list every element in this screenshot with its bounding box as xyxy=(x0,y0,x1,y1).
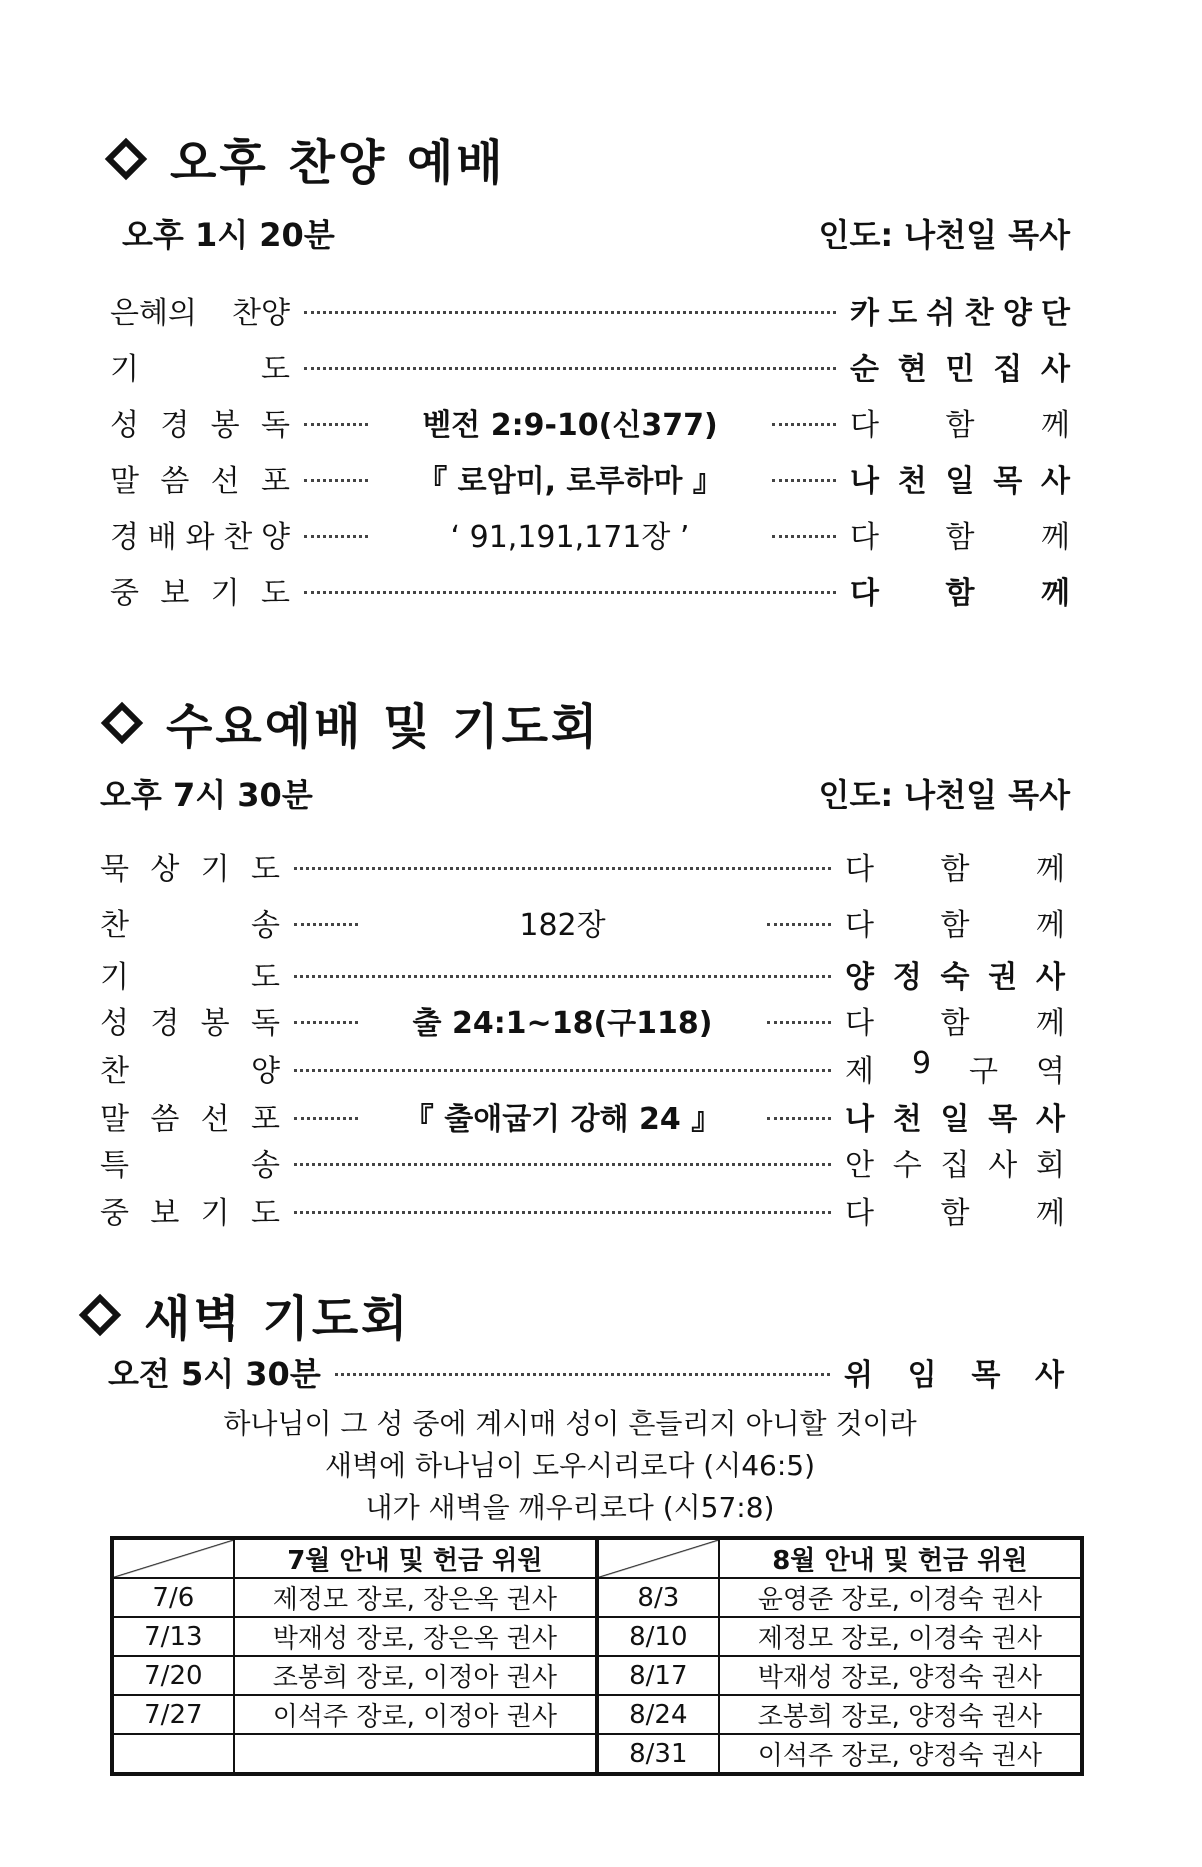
char: 함 xyxy=(940,908,970,943)
section2-title xyxy=(104,688,600,757)
char: 기 xyxy=(210,576,240,611)
char: 도 xyxy=(261,352,290,387)
july-names: 조봉희 장로, 이정아 권사 xyxy=(234,1656,597,1695)
item-label xyxy=(100,1046,280,1090)
item-person xyxy=(845,900,1065,944)
july-date: 7/27 xyxy=(112,1695,234,1734)
leader-dots xyxy=(294,923,358,926)
char: 선 xyxy=(210,464,240,499)
char: 카 xyxy=(850,296,879,331)
char: 목 xyxy=(971,1358,1001,1393)
char: 나 xyxy=(850,464,879,499)
char: 송 xyxy=(251,1148,280,1183)
july-names: 박재성 장로, 장은옥 권사 xyxy=(234,1617,597,1656)
july-header: 7월 안내 및 헌금 위원 xyxy=(234,1538,597,1578)
char: 말 xyxy=(110,464,139,499)
item-person xyxy=(845,1188,1065,1232)
item-person xyxy=(850,400,1070,444)
order-item xyxy=(100,902,1065,942)
char: 선 xyxy=(200,1102,230,1137)
order-item xyxy=(100,1142,1065,1182)
char: 사 xyxy=(1036,1102,1065,1137)
char: 봉 xyxy=(200,1006,230,1041)
leader-dots xyxy=(772,423,836,426)
char: 기 xyxy=(200,852,230,887)
item-person xyxy=(845,952,1065,996)
section2-title-text: 수요예배 및 기도회 xyxy=(166,699,601,755)
char: 역 xyxy=(1036,1054,1065,1089)
july-names xyxy=(234,1734,597,1774)
char: 함 xyxy=(945,576,975,611)
item-person xyxy=(845,1046,1065,1090)
char: 순 xyxy=(850,352,879,387)
order-item xyxy=(110,290,1070,330)
august-header: 8월 안내 및 헌금 위원 xyxy=(719,1538,1082,1578)
order-item xyxy=(110,402,1070,442)
char: 수 xyxy=(892,1148,922,1183)
item-label xyxy=(110,288,290,332)
char: 사 xyxy=(988,1148,1018,1183)
char: 다 xyxy=(850,576,879,611)
section1-title-text: 오후 찬양 예배 xyxy=(170,135,506,191)
order-item xyxy=(110,346,1070,386)
char: 보 xyxy=(160,576,190,611)
char: 양 xyxy=(845,960,874,995)
char: 도 xyxy=(260,576,290,611)
august-date: 8/3 xyxy=(597,1578,719,1617)
char: 양 xyxy=(1002,296,1032,331)
char: 경 xyxy=(110,520,139,555)
char: 천 xyxy=(892,1102,922,1137)
char: 보 xyxy=(150,1196,180,1231)
august-date: 8/31 xyxy=(597,1734,719,1774)
section3-title-text: 새벽 기도회 xyxy=(144,1291,411,1347)
char: 배 xyxy=(147,520,177,555)
verse-line-3: 내가 새벽을 깨우리로다 (시57:8) xyxy=(365,1491,775,1524)
char: 상 xyxy=(150,852,180,887)
char: 씀 xyxy=(160,464,190,499)
char: 다 xyxy=(845,908,874,943)
char: 9 xyxy=(911,1046,932,1081)
july-date: 7/20 xyxy=(112,1656,234,1695)
august-names: 이석주 장로, 양정숙 권사 xyxy=(719,1734,1082,1774)
order-item xyxy=(100,1000,1065,1040)
char: 위 xyxy=(844,1358,873,1393)
duty-row xyxy=(112,1734,1082,1774)
char: 성 xyxy=(100,1006,129,1041)
char: 중 xyxy=(100,1196,129,1231)
char: 독 xyxy=(250,1006,280,1041)
char: 도 xyxy=(250,852,280,887)
duty-table xyxy=(110,1536,1084,1776)
item-detail: 182장 xyxy=(519,908,606,943)
char: 사 xyxy=(1041,352,1070,387)
july-names: 제정모 장로, 장은옥 권사 xyxy=(234,1578,597,1617)
char: 도 xyxy=(250,1196,280,1231)
diamond-icon xyxy=(82,1297,118,1333)
char: 다 xyxy=(850,408,879,443)
leader-dots xyxy=(294,1021,358,1024)
char: 포 xyxy=(250,1102,280,1137)
char: 께 xyxy=(1036,852,1065,887)
char: 송 xyxy=(251,908,280,943)
leader-dots xyxy=(294,1069,831,1072)
item-label xyxy=(110,568,290,612)
char: 정 xyxy=(892,960,922,995)
leader-dots xyxy=(304,423,368,426)
item-label xyxy=(100,1140,280,1184)
item-detail: 『 출애굽기 강해 24 』 xyxy=(403,1102,722,1137)
section2-leader: 인도: 나천일 목사 xyxy=(818,776,1070,814)
item-label xyxy=(100,1094,280,1138)
char: 도 xyxy=(888,296,918,331)
august-names: 조봉희 장로, 양정숙 권사 xyxy=(719,1695,1082,1734)
item-detail: ‘ 91,191,171장 ’ xyxy=(450,520,690,555)
leader-dots xyxy=(304,311,836,314)
item-label xyxy=(100,844,280,888)
item-detail: 『 로암미, 로루하마 』 xyxy=(417,464,723,499)
leader-dots xyxy=(304,367,836,370)
char: 기 xyxy=(110,352,139,387)
char: 경 xyxy=(150,1006,180,1041)
order-item xyxy=(110,570,1070,610)
item-person xyxy=(845,1094,1065,1138)
order-item xyxy=(100,1048,1065,1088)
leader-dots xyxy=(304,535,368,538)
char: 은혜의 xyxy=(110,296,197,331)
char: 중 xyxy=(110,576,139,611)
item-label xyxy=(100,952,280,996)
char: 나 xyxy=(845,1102,874,1137)
leader-dots xyxy=(772,535,836,538)
char: 목 xyxy=(993,464,1023,499)
char: 경 xyxy=(160,408,190,443)
char: 권 xyxy=(988,960,1018,995)
char: 께 xyxy=(1041,576,1070,611)
char: 봉 xyxy=(210,408,240,443)
char: 께 xyxy=(1041,520,1070,555)
item-person xyxy=(850,512,1070,556)
char: 사 xyxy=(1036,960,1065,995)
july-date: 7/13 xyxy=(112,1617,234,1656)
char: 기 xyxy=(200,1196,230,1231)
char: 양 xyxy=(261,520,290,555)
july-date xyxy=(112,1734,234,1774)
item-person xyxy=(845,1140,1065,1184)
char: 찬양 xyxy=(232,296,290,331)
item-person xyxy=(845,998,1065,1042)
item-label xyxy=(110,344,290,388)
diamond-icon xyxy=(104,705,140,741)
section1-leader: 인도: 나천일 목사 xyxy=(818,216,1070,254)
char: 찬 xyxy=(964,296,994,331)
char: 사 xyxy=(1035,1358,1064,1393)
order-item xyxy=(100,954,1065,994)
item-label xyxy=(100,900,280,944)
char: 찬 xyxy=(223,520,253,555)
order-item xyxy=(100,1190,1065,1230)
char: 씀 xyxy=(150,1102,180,1137)
char: 집 xyxy=(993,352,1023,387)
char: 말 xyxy=(100,1102,129,1137)
leader-dots xyxy=(767,923,831,926)
order-item xyxy=(100,846,1065,886)
august-names: 박재성 장로, 양정숙 권사 xyxy=(719,1656,1082,1695)
item-label xyxy=(100,998,280,1042)
leader-dots xyxy=(767,1117,831,1120)
char: 다 xyxy=(845,1006,874,1041)
august-date: 8/17 xyxy=(597,1656,719,1695)
duty-table-header xyxy=(112,1538,1082,1578)
item-detail: 벧전 2:9-10(신377) xyxy=(422,408,718,443)
section1-time: 오후 1시 20분 xyxy=(122,216,335,254)
char: 도 xyxy=(251,960,280,995)
august-names: 제정모 장로, 이경숙 권사 xyxy=(719,1617,1082,1656)
item-person xyxy=(850,344,1070,388)
leader-dots xyxy=(294,1117,358,1120)
item-person xyxy=(850,456,1070,500)
duty-row xyxy=(112,1695,1082,1734)
char: 함 xyxy=(940,1196,970,1231)
leader-dots xyxy=(772,479,836,482)
char: 집 xyxy=(940,1148,970,1183)
char: 특 xyxy=(100,1148,129,1183)
leader-dots xyxy=(294,1211,831,1214)
item-person xyxy=(845,844,1065,888)
section3-leader xyxy=(844,1350,1064,1394)
item-label xyxy=(110,512,290,556)
char: 께 xyxy=(1041,408,1070,443)
item-label xyxy=(110,400,290,444)
char: 포 xyxy=(260,464,290,499)
char: 숙 xyxy=(940,960,970,995)
char: 사 xyxy=(1041,464,1070,499)
char: 단 xyxy=(1041,296,1070,331)
char: 쉬 xyxy=(926,296,956,331)
leader-dots xyxy=(294,975,831,978)
char: 와 xyxy=(185,520,215,555)
august-date: 8/10 xyxy=(597,1617,719,1656)
section3-time: 오전 5시 30분 xyxy=(108,1355,321,1393)
leader-dots xyxy=(335,1373,830,1376)
order-item xyxy=(100,1096,1065,1136)
char: 성 xyxy=(110,408,139,443)
char: 묵 xyxy=(100,852,129,887)
char: 함 xyxy=(945,408,975,443)
leader-dots xyxy=(767,1021,831,1024)
leader-dots xyxy=(304,591,836,594)
char: 일 xyxy=(945,464,975,499)
july-names: 이석주 장로, 이정아 권사 xyxy=(234,1695,597,1734)
verse-line-2: 새벽에 하나님이 도우시리로다 (시46:5) xyxy=(324,1449,816,1482)
char: 목 xyxy=(988,1102,1018,1137)
char: 일 xyxy=(940,1102,970,1137)
char: 구 xyxy=(969,1054,999,1089)
char: 함 xyxy=(940,1006,970,1041)
char: 제 xyxy=(845,1054,874,1089)
item-person xyxy=(850,288,1070,332)
leader-dots xyxy=(294,867,831,870)
item-detail: 출 24:1~18(구118) xyxy=(412,1006,713,1041)
leader-dots xyxy=(304,479,368,482)
char: 임 xyxy=(907,1358,937,1393)
section3-time-row xyxy=(108,1352,1064,1392)
char: 안 xyxy=(845,1148,874,1183)
july-date: 7/6 xyxy=(112,1578,234,1617)
duty-row xyxy=(112,1656,1082,1695)
section2-time: 오후 7시 30분 xyxy=(100,776,313,814)
char: 회 xyxy=(1036,1148,1065,1183)
duty-row xyxy=(112,1617,1082,1656)
item-label xyxy=(100,1188,280,1232)
leader-dots xyxy=(294,1163,831,1166)
char: 함 xyxy=(945,520,975,555)
char: 다 xyxy=(845,852,874,887)
char: 양 xyxy=(251,1054,280,1089)
order-item xyxy=(110,514,1070,554)
char: 께 xyxy=(1036,1196,1065,1231)
char: 천 xyxy=(897,464,927,499)
duty-row xyxy=(112,1578,1082,1617)
char: 민 xyxy=(945,352,975,387)
section3-title xyxy=(82,1280,411,1349)
diagonal-cell xyxy=(112,1538,234,1578)
char: 찬 xyxy=(100,908,129,943)
august-date: 8/24 xyxy=(597,1695,719,1734)
char: 현 xyxy=(897,352,927,387)
char: 다 xyxy=(845,1196,874,1231)
char: 께 xyxy=(1036,1006,1065,1041)
diamond-icon xyxy=(108,141,144,177)
char: 독 xyxy=(260,408,290,443)
char: 께 xyxy=(1036,908,1065,943)
char: 찬 xyxy=(100,1054,129,1089)
char: 다 xyxy=(850,520,879,555)
diagonal-cell xyxy=(597,1538,719,1578)
item-person xyxy=(850,568,1070,612)
order-item xyxy=(110,458,1070,498)
item-label xyxy=(110,456,290,500)
august-names: 윤영준 장로, 이경숙 권사 xyxy=(719,1578,1082,1617)
char: 기 xyxy=(100,960,129,995)
char: 함 xyxy=(940,852,970,887)
section1-title xyxy=(108,124,506,193)
verse-line-1: 하나님이 그 성 중에 계시매 성이 흔들리지 아니할 것이라 xyxy=(223,1407,917,1440)
